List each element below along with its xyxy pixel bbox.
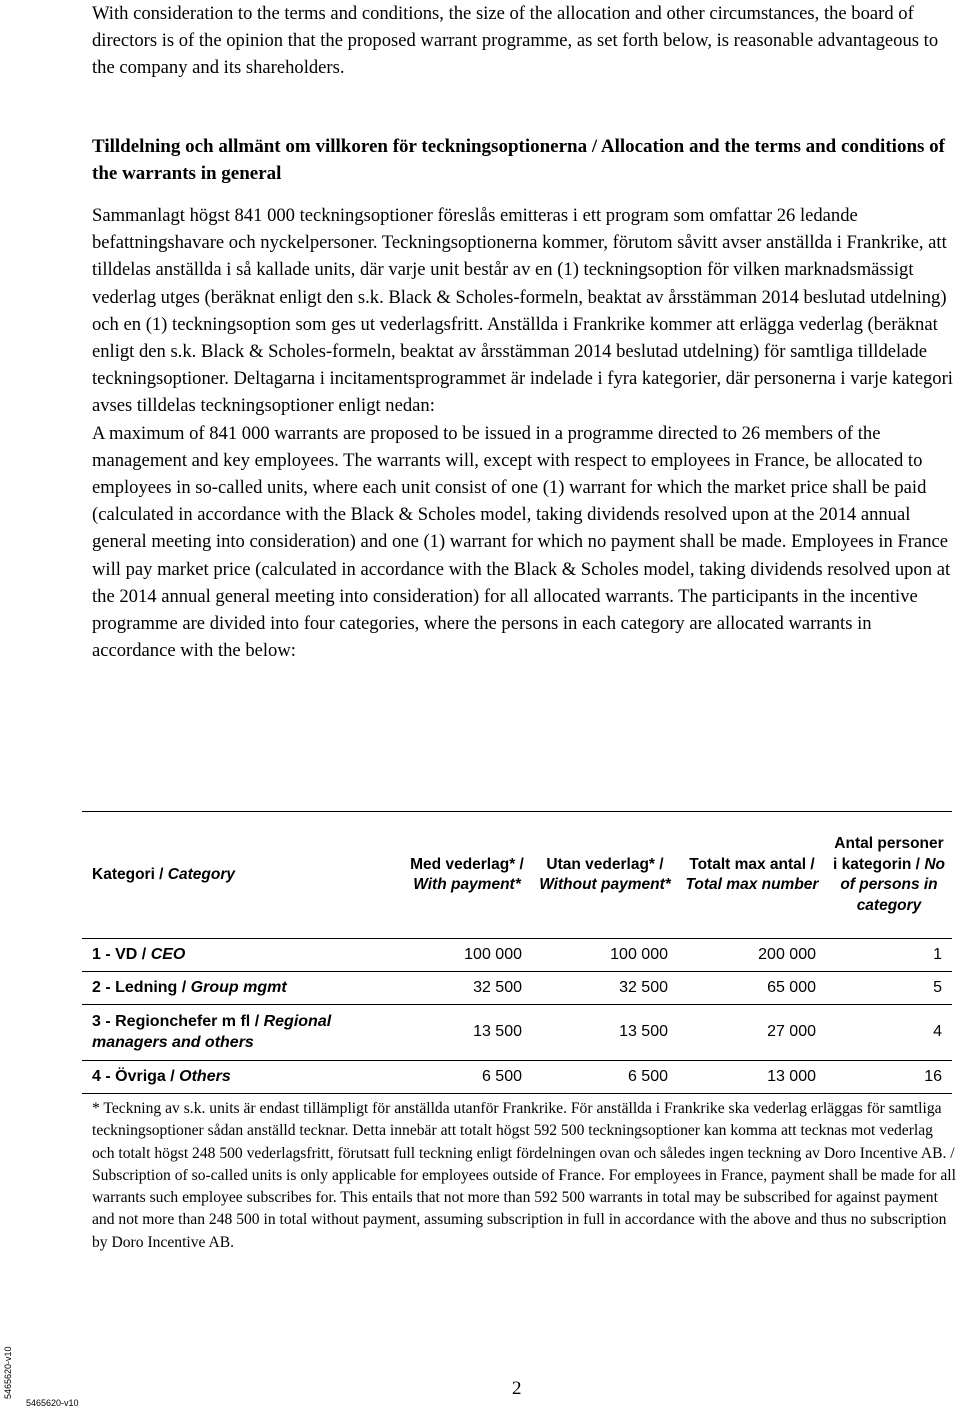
header-total-max: Totalt max antal / Total max number: [678, 812, 826, 939]
cell-total: 65 000: [678, 972, 826, 1005]
cell-without: 13 500: [532, 1005, 678, 1061]
cell-category: 2 - Ledning / Group mgmt: [82, 972, 402, 1005]
document-id: 5465620-v10: [26, 1398, 79, 1408]
table-row: [82, 939, 952, 972]
header-category: Kategori / Category: [82, 812, 402, 939]
main-paragraph: [92, 202, 958, 664]
table-row: [82, 1005, 952, 1061]
cell-category: 3 - Regionchefer m fl / Regional managers and others: [82, 1005, 402, 1061]
cell-persons: 5: [826, 972, 952, 1005]
cell-without: 6 500: [532, 1061, 678, 1094]
header-without-payment: Utan vederlag* / Without payment*: [532, 812, 678, 939]
section-heading: Tilldelning och allmänt om villkoren för teckningsoptionerna / Allocation and the terms and conditions of the warrants in general: [92, 136, 945, 184]
table-row: [82, 1061, 952, 1094]
table-footnote: * Teckning av s.k. units är endast tillämpligt för anställda utanför Frankrike. För anställda i Frankrike ska vederlag erläggas för samtliga teckningsoptioner sådan anställd tecknar. Detta innebär att totalt högst 592 500 teckningsoptioner kan komma att tecknas mot vederlag och totalt högst 248 500 vederlagsfritt, förutsatt full teckning enligt fördelningen ovan och således ingen teckning av Doro Incentive AB. / Subscription of so-called units is only applicable for employees outside of France. For employees in France, payment shall be made for all warrants such employee subscribes for. This entails that not more than 592 500 warrants in total may be subscribed for against payment and not more than 248 500 in total without payment, assuming subscription in full in accordance with the above and thus no subscription by Doro Incentive AB.: [92, 1100, 956, 1251]
table-header-row: [82, 812, 952, 939]
cell-persons: 4: [826, 1005, 952, 1061]
cell-total: 27 000: [678, 1005, 826, 1061]
cell-total: 200 000: [678, 939, 826, 972]
swedish-text: Sammanlagt högst 841 000 teckningsoptioner föreslås emitteras i ett program som omfattar 26 ledande befattningshavare och nyckelpersoner. Teckningsoptionerna kommer, förutom såvitt avser anställda i Frankrike, att tilldelas anställda i så kallade units, där varje unit består av en (1) teckningsoption för vilken marknadsmässigt vederlag utges (beräknat enligt den s.k. Black & Scholes-formeln, beaktat av årsstämman 2014 beslutad utdelning) och en (1) teckningsoption som ges ut vederlagsfritt. Anställda i Frankrike kommer att erlägga vederlag (beräknat enligt den s.k. Black & Scholes-formeln, beaktat av årsstämman 2014 beslutad utdelning) för samtliga tilldelade teckningsoptioner. Deltagarna i incitamentsprogrammet är indelade i fyra kategorier, där personerna i varje kategori avses tilldelas teckningsoptioner enligt nedan:: [92, 205, 953, 417]
cell-persons: 16: [826, 1061, 952, 1094]
header-persons: Antal personer i kategorin / No of persons in category: [826, 812, 952, 939]
cell-without: 100 000: [532, 939, 678, 972]
cell-with: 32 500: [402, 972, 532, 1005]
table-row: [82, 972, 952, 1005]
cell-total: 13 000: [678, 1061, 826, 1094]
header-with-payment: Med vederlag* / With payment*: [402, 812, 532, 939]
allocation-table: [82, 811, 952, 1094]
english-text: A maximum of 841 000 warrants are proposed to be issued in a programme directed to 26 members of the management and key employees. The warrants will, except with respect to employees in France, be allocated to employees in so-called units, where each unit consist of one (1) warrant for which the market price shall be paid (calculated in accordance with the Black & Scholes model, taking dividends resolved upon at the 2014 annual general meeting into consideration) and one (1) warrant for which no payment shall be made. Employees in France will pay market price (calculated in accordance with the Black & Scholes model, taking dividends resolved upon at the 2014 annual general meeting into consideration) for all allocated warrants. The participants in the incentive programme are divided into four categories, where the persons in each category are allocated warrants in accordance with the below:: [92, 422, 951, 662]
document-id-vertical: 5465620-v10: [3, 1346, 13, 1399]
cell-persons: 1: [826, 939, 952, 972]
cell-with: 100 000: [402, 939, 532, 972]
cell-without: 32 500: [532, 972, 678, 1005]
intro-paragraph: With consideration to the terms and conditions, the size of the allocation and other circumstances, the board of directors is of the opinion that the proposed warrant programme, as set forth below, is reasonable advantageous to the company and its shareholders.: [92, 3, 939, 79]
cell-category: 1 - VD / CEO: [82, 939, 402, 972]
page-number: 2: [512, 1378, 522, 1399]
cell-with: 13 500: [402, 1005, 532, 1061]
cell-with: 6 500: [402, 1061, 532, 1094]
cell-category: 4 - Övriga / Others: [82, 1061, 402, 1094]
